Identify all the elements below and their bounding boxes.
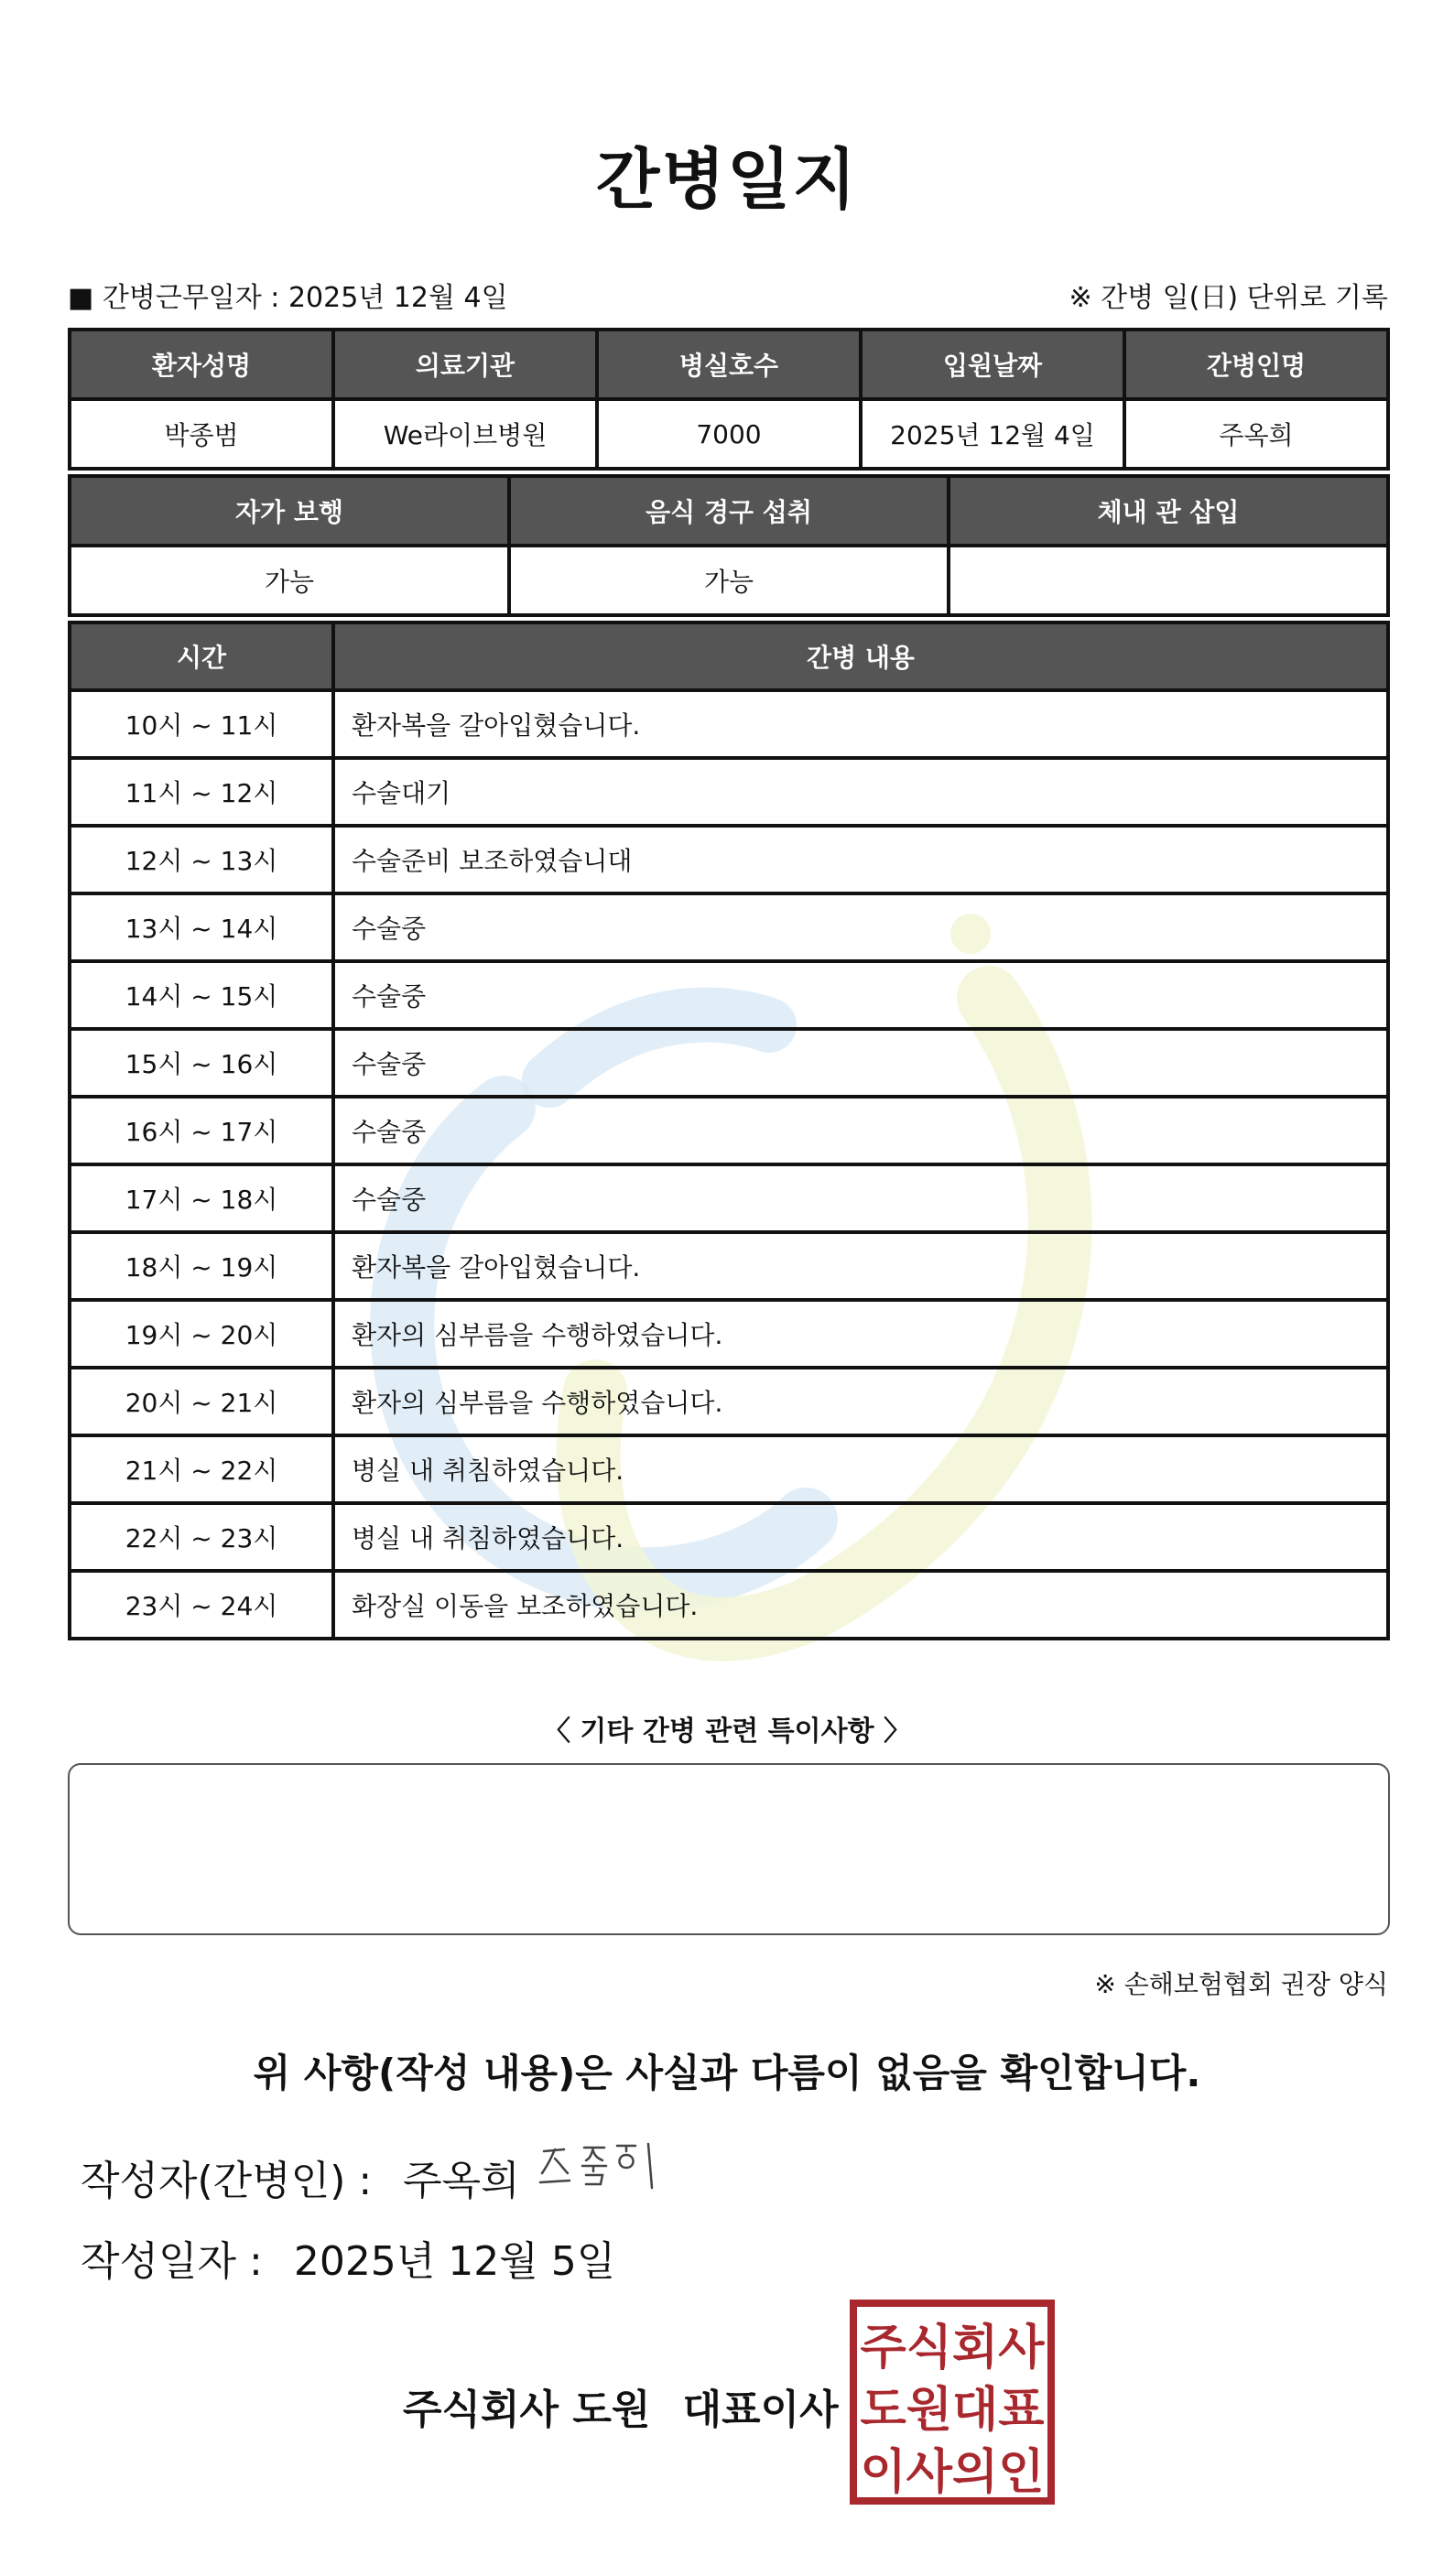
form-source-note: ※ 손해보험협회 권장 양식 (1094, 1969, 1388, 1999)
written-date-value: 2025년 12월 5일 (293, 2238, 616, 2285)
company-signature-line (403, 2376, 857, 2435)
care-log-time: 20시 ~ 21시 (70, 1368, 333, 1435)
care-log-time: 13시 ~ 14시 (70, 893, 333, 961)
care-log-content: 병실 내 취침하였습니다. (333, 1503, 1388, 1571)
care-log-time: 19시 ~ 20시 (70, 1300, 333, 1368)
care-log-content: 수술대기 (333, 758, 1388, 826)
care-log-content: 수술준비 보조하였습니대 (333, 826, 1388, 893)
patient-name-value: 박종범 (70, 399, 333, 469)
room-number-value: 7000 (597, 399, 861, 469)
care-log-row (70, 1029, 1388, 1097)
care-log-content: 수술중 (333, 1029, 1388, 1097)
care-log-content: 환자복을 갈아입혔습니다. (333, 690, 1388, 758)
writer-name: 주옥희 (403, 2158, 520, 2204)
record-unit-note: ※ 간병 일(日) 단위로 기록 (1069, 282, 1388, 314)
patient-info-value-row (70, 399, 1388, 469)
status-value-row (70, 546, 1388, 615)
header-self-walking: 자가 보행 (70, 476, 509, 546)
header-tube-insertion: 체내 관 삽입 (949, 476, 1388, 546)
remarks-heading: 〈 기타 간병 관련 특이사항 〉 (542, 1716, 912, 1748)
care-log-row (70, 961, 1388, 1029)
care-log-row (70, 1232, 1388, 1300)
written-date-row (81, 2228, 634, 2287)
company-name: 주식회사 도원 (403, 2387, 651, 2433)
care-log-content: 환자의 심부름을 수행하였습니다. (333, 1300, 1388, 1368)
header-patient-name: 환자성명 (70, 330, 333, 399)
care-log-content: 환자복을 갈아입혔습니다. (333, 1232, 1388, 1300)
care-log-time: 16시 ~ 17시 (70, 1097, 333, 1164)
care-log-time: 12시 ~ 13시 (70, 826, 333, 893)
document-title: 간병일지 (595, 141, 859, 218)
caregiver-name-value: 주옥희 (1124, 399, 1388, 469)
handwritten-signature (537, 2135, 674, 2199)
care-log-content: 환자의 심부름을 수행하였습니다. (333, 1368, 1388, 1435)
status-header-row (70, 476, 1388, 546)
svg-text:도원대표: 도원대표 (860, 2383, 1045, 2438)
writer-row (81, 2148, 538, 2206)
care-log-content: 병실 내 취침하였습니다. (333, 1435, 1388, 1503)
patient-status-table (68, 474, 1390, 617)
header-hospital: 의료기관 (333, 330, 597, 399)
care-log-body (70, 690, 1388, 1639)
care-log-time: 21시 ~ 22시 (70, 1435, 333, 1503)
care-log-content: 수술중 (333, 1097, 1388, 1164)
care-log-content: 수술중 (333, 961, 1388, 1029)
care-log-time: 15시 ~ 16시 (70, 1029, 333, 1097)
oral-intake-value: 가능 (509, 546, 949, 615)
writer-label: 작성자(간병인) : (81, 2158, 373, 2204)
care-log-content: 수술중 (333, 893, 1388, 961)
company-seal-stamp (850, 2300, 1055, 2505)
svg-text:주식회사: 주식회사 (860, 2321, 1045, 2376)
care-log-row (70, 1300, 1388, 1368)
care-log-content: 수술중 (333, 1164, 1388, 1232)
care-log-time: 11시 ~ 12시 (70, 758, 333, 826)
care-log-time: 23시 ~ 24시 (70, 1571, 333, 1639)
written-date-label: 작성일자 : (81, 2238, 263, 2285)
admission-date-value: 2025년 12월 4일 (861, 399, 1124, 469)
header-admission-date: 입원날짜 (861, 330, 1124, 399)
care-log-row (70, 1503, 1388, 1571)
care-log-time: 14시 ~ 15시 (70, 961, 333, 1029)
self-walking-value: 가능 (70, 546, 509, 615)
hospital-value: We라이브병원 (333, 399, 597, 469)
care-log-row (70, 1435, 1388, 1503)
care-log-content: 화장실 이동을 보조하였습니다. (333, 1571, 1388, 1639)
header-time: 시간 (70, 622, 333, 690)
header-room-number: 병실호수 (597, 330, 861, 399)
patient-info-header-row (70, 330, 1388, 399)
care-log-row (70, 1164, 1388, 1232)
svg-text:이사의인: 이사의인 (860, 2445, 1045, 2500)
care-log-row (70, 893, 1388, 961)
tube-insertion-value (949, 546, 1388, 615)
care-log-row (70, 1097, 1388, 1164)
header-care-content: 간병 내용 (333, 622, 1388, 690)
care-log-header-row (70, 622, 1388, 690)
header-oral-intake: 음식 경구 섭취 (509, 476, 949, 546)
care-log-time: 18시 ~ 19시 (70, 1232, 333, 1300)
care-log-row (70, 690, 1388, 758)
company-role: 대표이사 (682, 2387, 839, 2433)
remarks-box (68, 1763, 1390, 1935)
confirmation-statement: 위 사항(작성 내용)은 사실과 다름이 없음을 확인합니다. (253, 2051, 1201, 2095)
care-log-time: 10시 ~ 11시 (70, 690, 333, 758)
care-date-label: ■ 간병근무일자 : 2025년 12월 4일 (68, 282, 508, 314)
care-log-time: 22시 ~ 23시 (70, 1503, 333, 1571)
care-log-row (70, 826, 1388, 893)
patient-info-table (68, 328, 1390, 471)
header-caregiver-name: 간병인명 (1124, 330, 1388, 399)
care-log-table (68, 621, 1390, 1640)
care-log-row (70, 758, 1388, 826)
care-log-row (70, 1368, 1388, 1435)
care-log-time: 17시 ~ 18시 (70, 1164, 333, 1232)
care-log-row (70, 1571, 1388, 1639)
